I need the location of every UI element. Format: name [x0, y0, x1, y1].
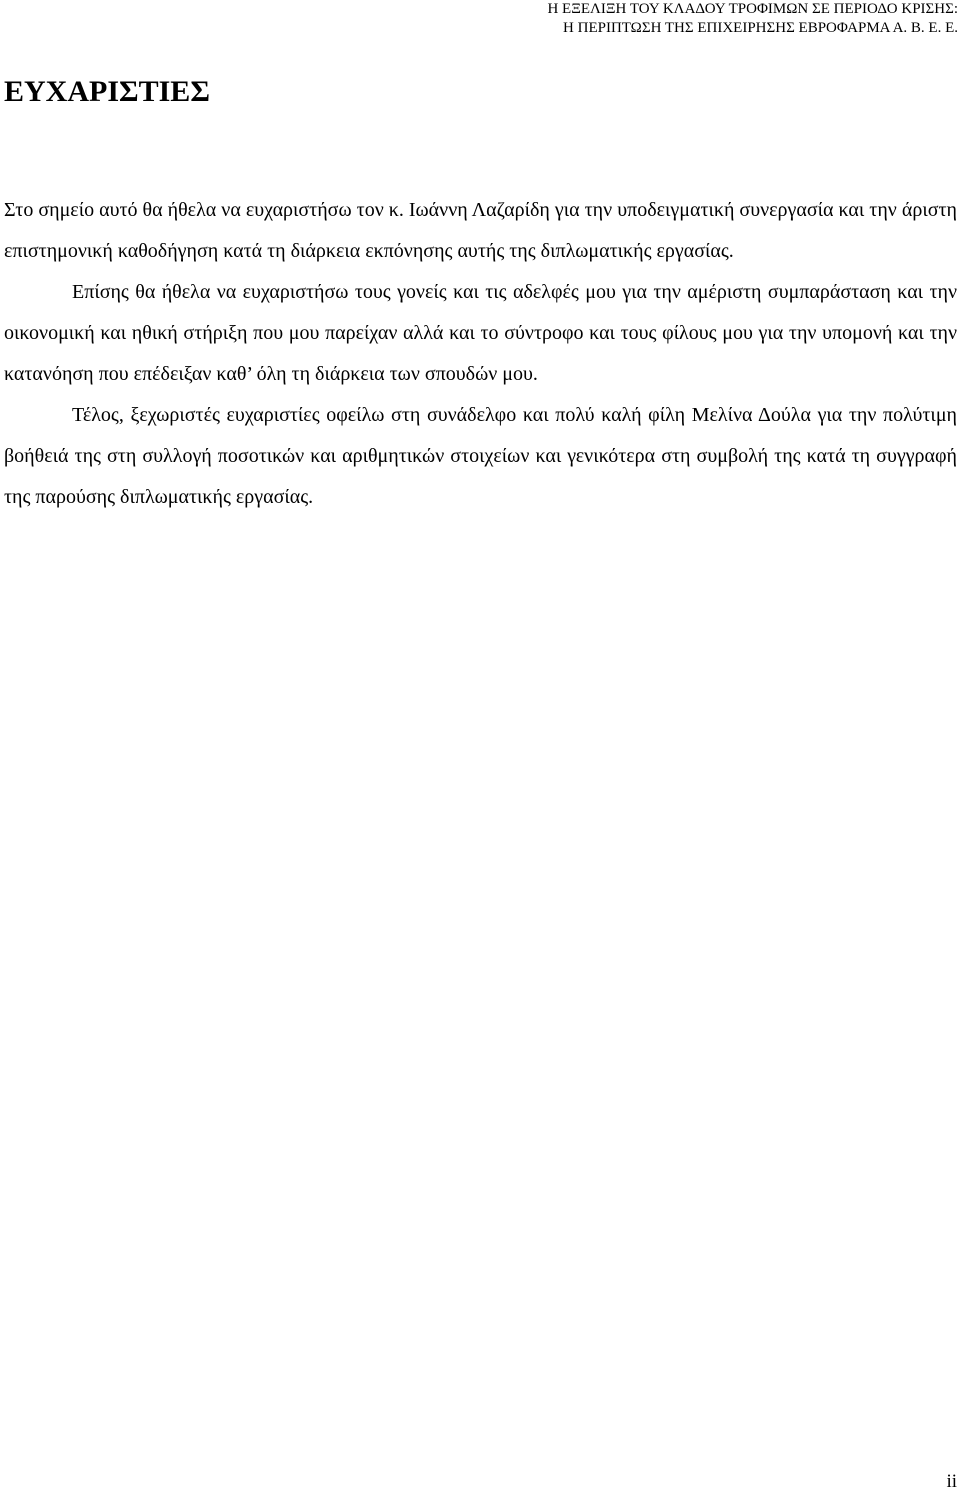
- running-header-line-2: Η ΠΕΡΙΠΤΩΣΗ ΤΗΣ ΕΠΙΧΕΙΡΗΣΗΣ ΕΒΡΟΦΑΡΜΑ Α. Β. Ε. Ε.: [563, 20, 958, 36]
- paragraph-1: Στο σημείο αυτό θα ήθελα να ευχαριστήσω τον κ. Ιωάννη Λαζαρίδη για την υποδειγματική συνεργασία και την άριστη επιστημονική καθοδήγηση κατά τη διάρκεια εκπόνησης αυτής της διπλωματικής εργασίας.: [4, 199, 957, 262]
- running-header-line-1: Η ΕΞΕΛΙΞΗ ΤΟΥ ΚΛΑΔΟΥ ΤΡΟΦΙΜΩΝ ΣΕ ΠΕΡΙΟΔΟ ΚΡΙΣΗΣ:: [547, 1, 958, 17]
- page-title: ΕΥΧΑΡΙΣΤΙΕΣ: [4, 75, 210, 108]
- acknowledgements-body: [4, 190, 957, 518]
- page-number: ii: [946, 1471, 957, 1492]
- paragraph-2: Επίσης θα ήθελα να ευχαριστήσω τους γονείς και τις αδελφές μου για την αμέριστη συμπαράσταση και την οικονομική και ηθική στήριξη που μου παρείχαν αλλά και το σύντροφο και τους φίλους μου για την υπομονή και την κατανόηση που επέδειξαν καθ’ όλη τη διάρκεια των σπουδών μου.: [4, 281, 957, 385]
- running-header: [258, 0, 958, 38]
- paragraph-3: Τέλος, ξεχωριστές ευχαριστίες οφείλω στη συνάδελφο και πολύ καλή φίλη Μελίνα Δούλα για την πολύτιμη βοήθειά της στη συλλογή ποσοτικών και αριθμητικών στοιχείων και γενικότερα στη συμβολή της κατά τη συγγραφή της παρούσης διπλωματικής εργασίας.: [4, 404, 957, 508]
